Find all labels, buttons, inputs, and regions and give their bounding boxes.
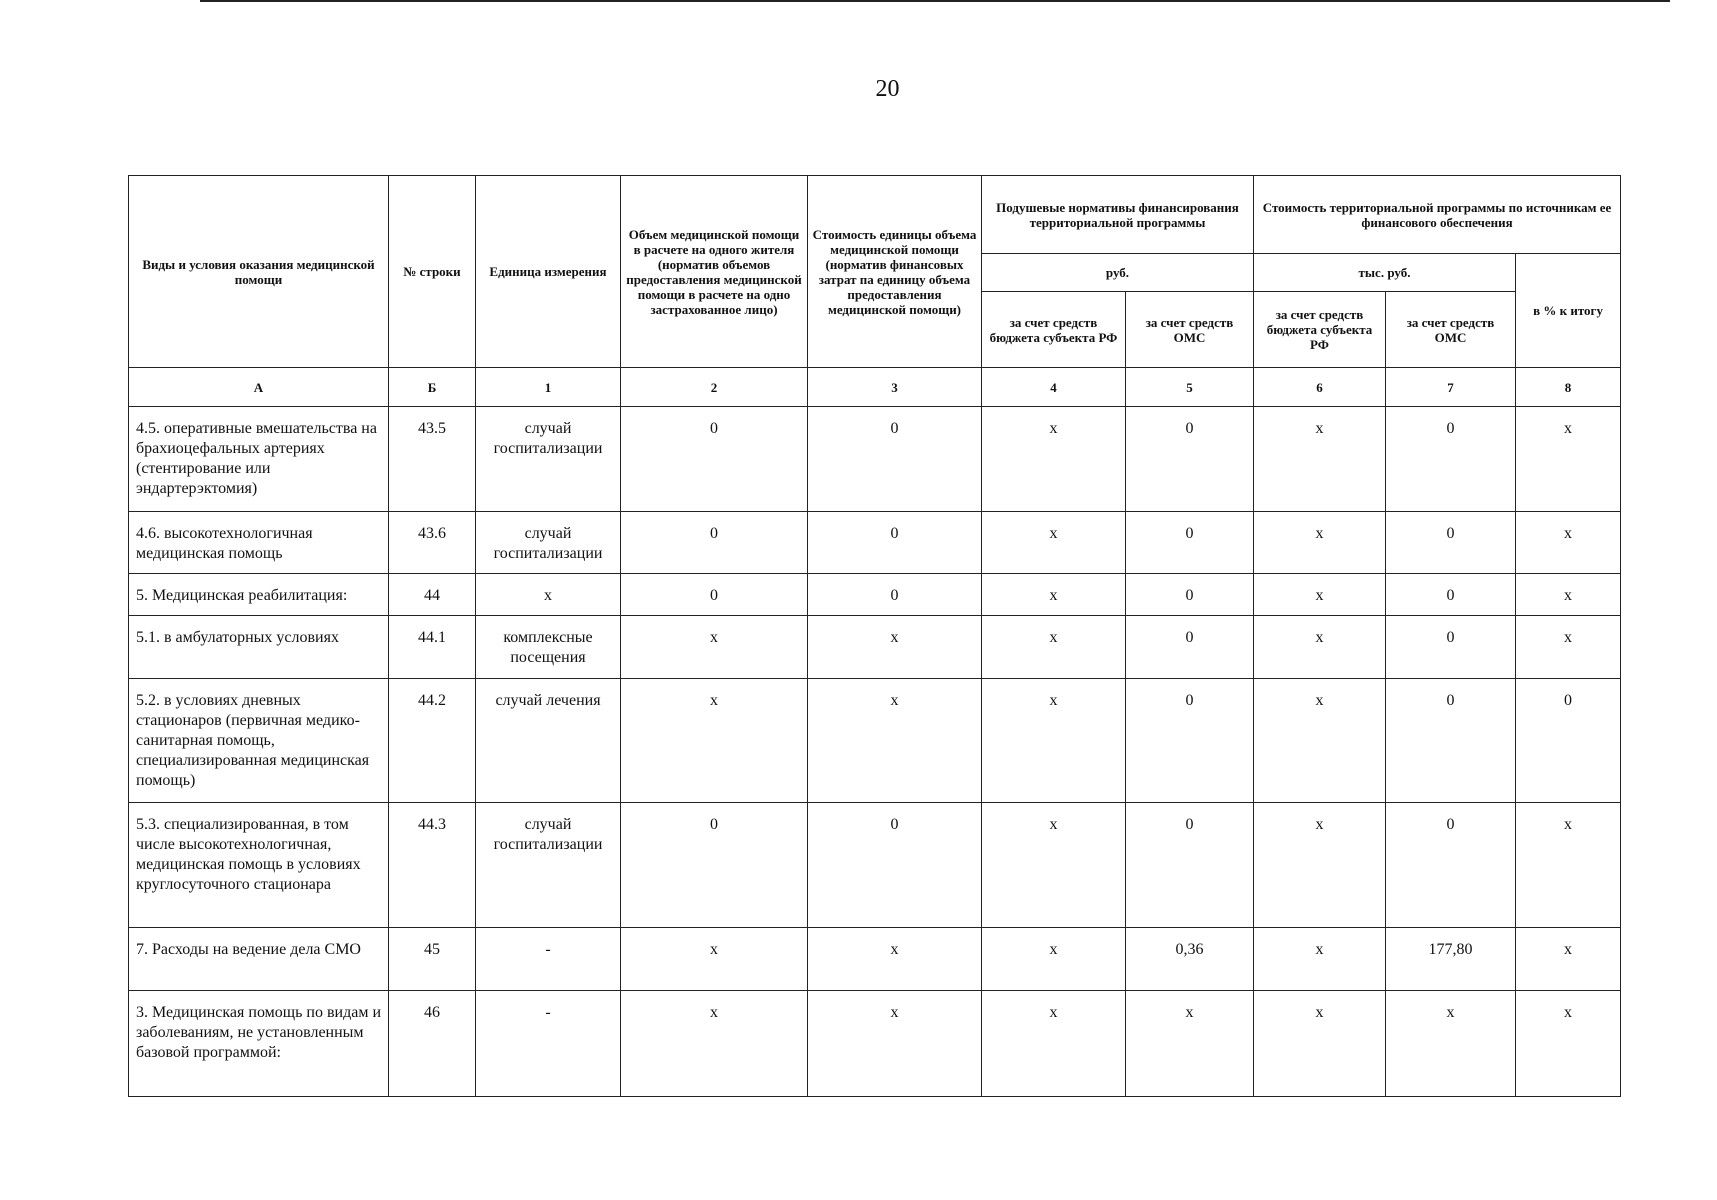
row-name: 7. Расходы на ведение дела СМО xyxy=(129,928,389,991)
table-row xyxy=(129,574,1621,616)
table-row xyxy=(129,407,1621,512)
row-name: 4.5. оперативные вмешательства на брахиоцефальных артериях (стентирование или эндартерэктомия) xyxy=(129,407,389,512)
header-budget-rub: за счет средств бюджета субъекта РФ xyxy=(982,292,1126,368)
row-number: 44 xyxy=(389,574,476,616)
row-name: 5. Медицинская реабилитация: xyxy=(129,574,389,616)
header-percent: в % к итогу xyxy=(1516,254,1621,368)
row-number: 46 xyxy=(389,991,476,1097)
cell-budget-rub: x xyxy=(982,991,1126,1097)
cell-percent: x xyxy=(1516,407,1621,512)
cell-budget-thousand: x xyxy=(1254,574,1386,616)
top-rule xyxy=(200,0,1670,2)
cell-percent: 0 xyxy=(1516,679,1621,803)
cell-oms-rub: x xyxy=(1126,991,1254,1097)
cell-budget-rub: x xyxy=(982,679,1126,803)
cell-cost: 0 xyxy=(808,407,982,512)
table-row xyxy=(129,512,1621,574)
cell-budget-rub: x xyxy=(982,803,1126,928)
table-row xyxy=(129,616,1621,679)
header-oms-rub: за счет средств ОМС xyxy=(1126,292,1254,368)
header-unit-thousand-rub: тыс. руб. xyxy=(1254,254,1516,292)
cell-oms-rub: 0 xyxy=(1126,407,1254,512)
row-unit: случай лечения xyxy=(476,679,621,803)
row-number: 45 xyxy=(389,928,476,991)
cell-budget-rub: x xyxy=(982,616,1126,679)
cell-cost: 0 xyxy=(808,574,982,616)
cell-volume: x xyxy=(621,616,808,679)
cell-oms-thousand: 0 xyxy=(1386,616,1516,679)
cell-oms-thousand: 0 xyxy=(1386,574,1516,616)
header-per-capita: Подушевые нормативы финансирования территориальной программы xyxy=(982,176,1254,254)
index-cell: 3 xyxy=(808,368,982,407)
row-number: 44.1 xyxy=(389,616,476,679)
cell-percent: x xyxy=(1516,574,1621,616)
cell-percent: x xyxy=(1516,512,1621,574)
page-number: 20 xyxy=(875,76,900,102)
row-unit: - xyxy=(476,928,621,991)
cell-percent: x xyxy=(1516,803,1621,928)
row-name: 4.6. высокотехнологичная медицинская помощь xyxy=(129,512,389,574)
cell-cost: x xyxy=(808,616,982,679)
header-total-cost: Стоимость территориальной программы по источникам ее финансового обеспечения xyxy=(1254,176,1621,254)
header-unit-rub: руб. xyxy=(982,254,1254,292)
cell-budget-thousand: x xyxy=(1254,407,1386,512)
cell-budget-thousand: x xyxy=(1254,928,1386,991)
row-unit: комплексные посещения xyxy=(476,616,621,679)
cell-volume: 0 xyxy=(621,574,808,616)
index-cell: 6 xyxy=(1254,368,1386,407)
header-row-no: № строки xyxy=(389,176,476,368)
cell-oms-thousand: 0 xyxy=(1386,512,1516,574)
header-budget-thousand: за счет средств бюджета субъекта РФ xyxy=(1254,292,1386,368)
row-number: 43.5 xyxy=(389,407,476,512)
cell-budget-thousand: x xyxy=(1254,991,1386,1097)
cell-oms-rub: 0 xyxy=(1126,512,1254,574)
cell-cost: x xyxy=(808,679,982,803)
cell-cost: x xyxy=(808,991,982,1097)
cell-budget-thousand: x xyxy=(1254,512,1386,574)
row-number: 44.2 xyxy=(389,679,476,803)
index-cell: 8 xyxy=(1516,368,1621,407)
index-cell: 5 xyxy=(1126,368,1254,407)
cell-oms-rub: 0 xyxy=(1126,616,1254,679)
cell-oms-thousand: 0 xyxy=(1386,803,1516,928)
cell-budget-rub: x xyxy=(982,407,1126,512)
index-cell: 1 xyxy=(476,368,621,407)
cell-oms-rub: 0 xyxy=(1126,803,1254,928)
cell-cost: 0 xyxy=(808,803,982,928)
cell-oms-thousand: 177,80 xyxy=(1386,928,1516,991)
cell-volume: x xyxy=(621,991,808,1097)
cell-percent: x xyxy=(1516,928,1621,991)
header-oms-thousand: за счет средств ОМС xyxy=(1386,292,1516,368)
header-unit: Единица измерения xyxy=(476,176,621,368)
row-unit: случай госпитализации xyxy=(476,803,621,928)
row-unit: случай госпитализации xyxy=(476,407,621,512)
table-row xyxy=(129,679,1621,803)
cell-budget-rub: x xyxy=(982,928,1126,991)
cell-oms-thousand: 0 xyxy=(1386,679,1516,803)
cell-cost: 0 xyxy=(808,512,982,574)
header-cost: Стоимость единицы объема медицинской помощи (норматив финансовых затрат па единицу объема предоставления медицинской помощи) xyxy=(808,176,982,368)
row-name: 3. Медицинская помощь по видам и заболеваниям, не установленным базовой программой: xyxy=(129,991,389,1097)
table-row xyxy=(129,928,1621,991)
table-row xyxy=(129,803,1621,928)
cell-budget-rub: x xyxy=(982,512,1126,574)
cell-cost: x xyxy=(808,928,982,991)
cell-volume: x xyxy=(621,679,808,803)
row-name: 5.2. в условиях дневных стационаров (первичная медико-санитарная помощь, специализированная медицинская помощь) xyxy=(129,679,389,803)
cell-oms-thousand: 0 xyxy=(1386,407,1516,512)
cell-volume: 0 xyxy=(621,512,808,574)
cell-volume: 0 xyxy=(621,803,808,928)
row-name: 5.1. в амбулаторных условиях xyxy=(129,616,389,679)
cell-oms-rub: 0 xyxy=(1126,679,1254,803)
row-number: 43.6 xyxy=(389,512,476,574)
row-name: 5.3. специализированная, в том числе высокотехнологичная, медицинская помощь в условиях круглосуточного стационара xyxy=(129,803,389,928)
cell-budget-thousand: x xyxy=(1254,679,1386,803)
cell-oms-rub: 0 xyxy=(1126,574,1254,616)
cell-budget-rub: x xyxy=(982,574,1126,616)
row-unit: x xyxy=(476,574,621,616)
cell-budget-thousand: x xyxy=(1254,616,1386,679)
index-cell: Б xyxy=(389,368,476,407)
index-cell: А xyxy=(129,368,389,407)
cell-percent: x xyxy=(1516,991,1621,1097)
row-unit: случай госпитализации xyxy=(476,512,621,574)
header-volume: Объем медицинской помощи в расчете на одного жителя (норматив объемов предоставления медицинской помощи в расчете на одно застрахованное лицо) xyxy=(621,176,808,368)
cell-oms-rub: 0,36 xyxy=(1126,928,1254,991)
cell-volume: x xyxy=(621,928,808,991)
financing-table xyxy=(128,175,1621,1097)
index-cell: 4 xyxy=(982,368,1126,407)
row-number: 44.3 xyxy=(389,803,476,928)
header-type: Виды и условия оказания медицинской помощи xyxy=(129,176,389,368)
table-row xyxy=(129,991,1621,1097)
cell-percent: x xyxy=(1516,616,1621,679)
index-cell: 7 xyxy=(1386,368,1516,407)
cell-volume: 0 xyxy=(621,407,808,512)
index-cell: 2 xyxy=(621,368,808,407)
cell-oms-thousand: x xyxy=(1386,991,1516,1097)
cell-budget-thousand: x xyxy=(1254,803,1386,928)
row-unit: - xyxy=(476,991,621,1097)
